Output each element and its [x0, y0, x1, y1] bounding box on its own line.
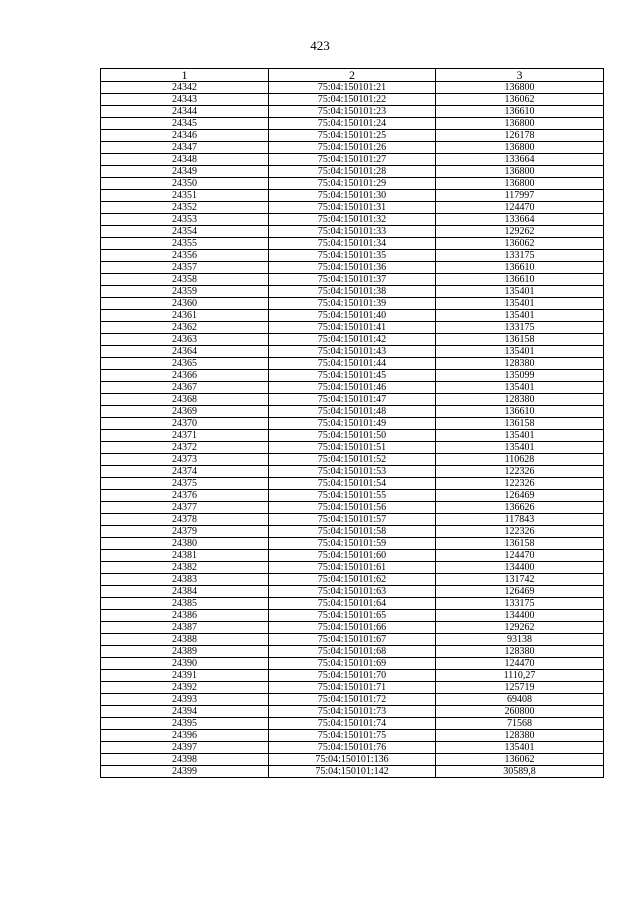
table-cell-col-3: 134400: [436, 610, 604, 622]
table-row: [101, 622, 604, 634]
table-cell-col-3: 1110,27: [436, 670, 604, 682]
table-cell-col-1: 24389: [101, 646, 269, 658]
table-cell-col-2: 75:04:150101:23: [269, 106, 436, 118]
table-cell-col-2: 75:04:150101:32: [269, 214, 436, 226]
table-cell-col-3: 122326: [436, 526, 604, 538]
table-row: [101, 190, 604, 202]
table-cell-col-2: 75:04:150101:58: [269, 526, 436, 538]
table-row: [101, 670, 604, 682]
table-cell-col-2: 75:04:150101:43: [269, 346, 436, 358]
table-row: [101, 202, 604, 214]
table-row: [101, 634, 604, 646]
table-cell-col-3: 128380: [436, 394, 604, 406]
table-cell-col-3: 136610: [436, 106, 604, 118]
table-cell-col-3: 136062: [436, 754, 604, 766]
table-row: [101, 262, 604, 274]
table-cell-col-3: 128380: [436, 730, 604, 742]
table-cell-col-2: 75:04:150101:71: [269, 682, 436, 694]
table-cell-col-2: 75:04:150101:42: [269, 334, 436, 346]
table-cell-col-1: 24350: [101, 178, 269, 190]
table-cell-col-2: 75:04:150101:31: [269, 202, 436, 214]
table-cell-col-1: 24374: [101, 466, 269, 478]
column-header-2: 2: [269, 69, 436, 82]
table-row: [101, 742, 604, 754]
table-cell-col-3: 135401: [436, 430, 604, 442]
table-cell-col-1: 24397: [101, 742, 269, 754]
table-cell-col-2: 75:04:150101:61: [269, 562, 436, 574]
table-row: [101, 610, 604, 622]
table-row: [101, 694, 604, 706]
table-cell-col-1: 24342: [101, 82, 269, 94]
table-cell-col-2: 75:04:150101:66: [269, 622, 436, 634]
table-cell-col-1: 24390: [101, 658, 269, 670]
table-row: [101, 562, 604, 574]
table-row: [101, 598, 604, 610]
table-cell-col-3: 136610: [436, 262, 604, 274]
table-cell-col-1: 24354: [101, 226, 269, 238]
table-row: [101, 310, 604, 322]
table-cell-col-1: 24361: [101, 310, 269, 322]
table-row: [101, 478, 604, 490]
table-cell-col-1: 24392: [101, 682, 269, 694]
table-cell-col-2: 75:04:150101:72: [269, 694, 436, 706]
table-cell-col-2: 75:04:150101:59: [269, 538, 436, 550]
table-cell-col-1: 24353: [101, 214, 269, 226]
table-cell-col-3: 136610: [436, 406, 604, 418]
table-row: [101, 406, 604, 418]
table-row: [101, 490, 604, 502]
table-cell-col-2: 75:04:150101:64: [269, 598, 436, 610]
table-cell-col-2: 75:04:150101:41: [269, 322, 436, 334]
table-row: [101, 178, 604, 190]
table-cell-col-1: 24376: [101, 490, 269, 502]
table-cell-col-2: 75:04:150101:21: [269, 82, 436, 94]
table-row: [101, 442, 604, 454]
table-cell-col-2: 75:04:150101:52: [269, 454, 436, 466]
table-cell-col-3: 136800: [436, 166, 604, 178]
table-cell-col-2: 75:04:150101:73: [269, 706, 436, 718]
table-cell-col-3: 125719: [436, 682, 604, 694]
table-row: [101, 706, 604, 718]
table-cell-col-1: 24344: [101, 106, 269, 118]
table-cell-col-3: 135401: [436, 298, 604, 310]
table-cell-col-2: 75:04:150101:37: [269, 274, 436, 286]
table-cell-col-1: 24396: [101, 730, 269, 742]
table-cell-col-3: 136800: [436, 82, 604, 94]
table-cell-col-2: 75:04:150101:38: [269, 286, 436, 298]
table-cell-col-3: 136158: [436, 418, 604, 430]
table-cell-col-1: 24387: [101, 622, 269, 634]
table-row: [101, 226, 604, 238]
data-table: [100, 68, 604, 778]
table-row: [101, 214, 604, 226]
table-row: [101, 646, 604, 658]
table-row: [101, 106, 604, 118]
table-cell-col-1: 24362: [101, 322, 269, 334]
table-cell-col-2: 75:04:150101:54: [269, 478, 436, 490]
table-cell-col-2: 75:04:150101:25: [269, 130, 436, 142]
table-row: [101, 166, 604, 178]
table-cell-col-2: 75:04:150101:35: [269, 250, 436, 262]
table-row: [101, 94, 604, 106]
table-row: [101, 658, 604, 670]
table-cell-col-3: 126469: [436, 586, 604, 598]
table-cell-col-3: 135401: [436, 742, 604, 754]
table-cell-col-1: 24363: [101, 334, 269, 346]
table-row: [101, 334, 604, 346]
table-cell-col-3: 136158: [436, 538, 604, 550]
table-row: [101, 550, 604, 562]
table-cell-col-1: 24349: [101, 166, 269, 178]
table-cell-col-2: 75:04:150101:47: [269, 394, 436, 406]
table-cell-col-1: 24345: [101, 118, 269, 130]
table-row: [101, 250, 604, 262]
table-cell-col-2: 75:04:150101:136: [269, 754, 436, 766]
table-cell-col-1: 24358: [101, 274, 269, 286]
table-cell-col-3: 71568: [436, 718, 604, 730]
table-cell-col-3: 126469: [436, 490, 604, 502]
table-row: [101, 382, 604, 394]
table-cell-col-1: 24393: [101, 694, 269, 706]
table-cell-col-2: 75:04:150101:48: [269, 406, 436, 418]
table-cell-col-1: 24343: [101, 94, 269, 106]
table-cell-col-1: 24351: [101, 190, 269, 202]
table-row: [101, 82, 604, 94]
table-cell-col-1: 24347: [101, 142, 269, 154]
table-cell-col-2: 75:04:150101:28: [269, 166, 436, 178]
table-cell-col-2: 75:04:150101:30: [269, 190, 436, 202]
table-cell-col-1: 24375: [101, 478, 269, 490]
table-cell-col-3: 122326: [436, 466, 604, 478]
table-cell-col-1: 24356: [101, 250, 269, 262]
table-row: [101, 142, 604, 154]
table-cell-col-3: 126178: [436, 130, 604, 142]
table-cell-col-2: 75:04:150101:22: [269, 94, 436, 106]
table-cell-col-1: 24366: [101, 370, 269, 382]
table-cell-col-2: 75:04:150101:68: [269, 646, 436, 658]
table-row: [101, 298, 604, 310]
table-cell-col-2: 75:04:150101:50: [269, 430, 436, 442]
table-cell-col-2: 75:04:150101:56: [269, 502, 436, 514]
table-cell-col-1: 24355: [101, 238, 269, 250]
table-header: [101, 69, 604, 82]
table-cell-col-3: 135401: [436, 382, 604, 394]
table-cell-col-3: 133664: [436, 154, 604, 166]
table-cell-col-2: 75:04:150101:40: [269, 310, 436, 322]
table-row: [101, 418, 604, 430]
header-row: [101, 69, 604, 82]
table-cell-col-1: 24377: [101, 502, 269, 514]
table-cell-col-1: 24370: [101, 418, 269, 430]
table-cell-col-2: 75:04:150101:45: [269, 370, 436, 382]
table-cell-col-3: 122326: [436, 478, 604, 490]
table-cell-col-3: 128380: [436, 358, 604, 370]
table-cell-col-2: 75:04:150101:69: [269, 658, 436, 670]
table-row: [101, 238, 604, 250]
table-cell-col-1: 24373: [101, 454, 269, 466]
table-cell-col-2: 75:04:150101:39: [269, 298, 436, 310]
table-cell-col-3: 134400: [436, 562, 604, 574]
table-cell-col-3: 124470: [436, 658, 604, 670]
table-cell-col-1: 24384: [101, 586, 269, 598]
table-cell-col-3: 135401: [436, 442, 604, 454]
table-row: [101, 466, 604, 478]
table-cell-col-2: 75:04:150101:67: [269, 634, 436, 646]
table-row: [101, 130, 604, 142]
table-cell-col-1: 24383: [101, 574, 269, 586]
table-cell-col-2: 75:04:150101:46: [269, 382, 436, 394]
table-cell-col-2: 75:04:150101:51: [269, 442, 436, 454]
table-cell-col-2: 75:04:150101:75: [269, 730, 436, 742]
table-row: [101, 286, 604, 298]
table-cell-col-1: 24394: [101, 706, 269, 718]
table-cell-col-3: 117997: [436, 190, 604, 202]
table-cell-col-3: 136062: [436, 238, 604, 250]
table-row: [101, 766, 604, 778]
table-cell-col-2: 75:04:150101:62: [269, 574, 436, 586]
table-cell-col-2: 75:04:150101:70: [269, 670, 436, 682]
table-cell-col-2: 75:04:150101:53: [269, 466, 436, 478]
table-cell-col-2: 75:04:150101:49: [269, 418, 436, 430]
table-cell-col-2: 75:04:150101:44: [269, 358, 436, 370]
table-cell-col-1: 24381: [101, 550, 269, 562]
table-cell-col-1: 24348: [101, 154, 269, 166]
table-cell-col-2: 75:04:150101:74: [269, 718, 436, 730]
table-cell-col-3: 136800: [436, 142, 604, 154]
table-row: [101, 754, 604, 766]
table-row: [101, 586, 604, 598]
table-cell-col-3: 131742: [436, 574, 604, 586]
table-cell-col-1: 24386: [101, 610, 269, 622]
table-cell-col-3: 133175: [436, 250, 604, 262]
table-cell-col-3: 135401: [436, 310, 604, 322]
table-row: [101, 502, 604, 514]
table-row: [101, 682, 604, 694]
table-row: [101, 430, 604, 442]
table-cell-col-2: 75:04:150101:142: [269, 766, 436, 778]
page-number: 423: [310, 38, 330, 53]
table-cell-col-2: 75:04:150101:34: [269, 238, 436, 250]
table-cell-col-1: 24365: [101, 358, 269, 370]
table-cell-col-2: 75:04:150101:36: [269, 262, 436, 274]
table-row: [101, 718, 604, 730]
table-cell-col-1: 24357: [101, 262, 269, 274]
table-cell-col-2: 75:04:150101:27: [269, 154, 436, 166]
table-cell-col-3: 136800: [436, 118, 604, 130]
table-cell-col-3: 135401: [436, 286, 604, 298]
table-cell-col-3: 135401: [436, 346, 604, 358]
table-cell-col-3: 260800: [436, 706, 604, 718]
table-cell-col-1: 24399: [101, 766, 269, 778]
table-cell-col-2: 75:04:150101:33: [269, 226, 436, 238]
table-cell-col-1: 24352: [101, 202, 269, 214]
column-header-1: 1: [101, 69, 269, 82]
table-row: [101, 538, 604, 550]
table-cell-col-2: 75:04:150101:24: [269, 118, 436, 130]
table-cell-col-2: 75:04:150101:65: [269, 610, 436, 622]
table-cell-col-3: 117843: [436, 514, 604, 526]
table-cell-col-3: 136062: [436, 94, 604, 106]
table-cell-col-1: 24369: [101, 406, 269, 418]
table-row: [101, 322, 604, 334]
table-cell-col-3: 30589,8: [436, 766, 604, 778]
table-cell-col-3: 136626: [436, 502, 604, 514]
table-cell-col-3: 136610: [436, 274, 604, 286]
table-row: [101, 154, 604, 166]
table-cell-col-1: 24382: [101, 562, 269, 574]
table-cell-col-1: 24378: [101, 514, 269, 526]
table-cell-col-3: 133175: [436, 598, 604, 610]
table-row: [101, 118, 604, 130]
table-cell-col-2: 75:04:150101:26: [269, 142, 436, 154]
table-cell-col-3: 135099: [436, 370, 604, 382]
table-cell-col-3: 136158: [436, 334, 604, 346]
table-cell-col-3: 129262: [436, 226, 604, 238]
table-row: [101, 730, 604, 742]
table-cell-col-1: 24372: [101, 442, 269, 454]
table-row: [101, 526, 604, 538]
table-row: [101, 574, 604, 586]
table-cell-col-3: 124470: [436, 202, 604, 214]
table-cell-col-1: 24395: [101, 718, 269, 730]
table-cell-col-1: 24371: [101, 430, 269, 442]
table-cell-col-3: 136800: [436, 178, 604, 190]
table-cell-col-3: 133664: [436, 214, 604, 226]
table-cell-col-3: 124470: [436, 550, 604, 562]
table-row: [101, 370, 604, 382]
table-cell-col-1: 24359: [101, 286, 269, 298]
table-row: [101, 394, 604, 406]
table-row: [101, 274, 604, 286]
table-cell-col-3: 69408: [436, 694, 604, 706]
table-row: [101, 358, 604, 370]
table-cell-col-2: 75:04:150101:63: [269, 586, 436, 598]
table-cell-col-3: 93138: [436, 634, 604, 646]
table-cell-col-1: 24346: [101, 130, 269, 142]
table-cell-col-1: 24364: [101, 346, 269, 358]
table-cell-col-2: 75:04:150101:29: [269, 178, 436, 190]
table-cell-col-3: 128380: [436, 646, 604, 658]
table-row: [101, 454, 604, 466]
table-cell-col-1: 24367: [101, 382, 269, 394]
table-cell-col-3: 129262: [436, 622, 604, 634]
table-row: [101, 346, 604, 358]
table-cell-col-2: 75:04:150101:76: [269, 742, 436, 754]
column-header-3: 3: [436, 69, 604, 82]
table-cell-col-2: 75:04:150101:55: [269, 490, 436, 502]
table-cell-col-2: 75:04:150101:60: [269, 550, 436, 562]
table-cell-col-3: 133175: [436, 322, 604, 334]
table-row: [101, 514, 604, 526]
table-cell-col-1: 24391: [101, 670, 269, 682]
table-cell-col-3: 110628: [436, 454, 604, 466]
table-body: [101, 82, 604, 778]
table-cell-col-2: 75:04:150101:57: [269, 514, 436, 526]
table-cell-col-1: 24379: [101, 526, 269, 538]
table-cell-col-1: 24388: [101, 634, 269, 646]
table-cell-col-1: 24398: [101, 754, 269, 766]
table-cell-col-1: 24368: [101, 394, 269, 406]
table-cell-col-1: 24380: [101, 538, 269, 550]
table-cell-col-1: 24360: [101, 298, 269, 310]
table-cell-col-1: 24385: [101, 598, 269, 610]
